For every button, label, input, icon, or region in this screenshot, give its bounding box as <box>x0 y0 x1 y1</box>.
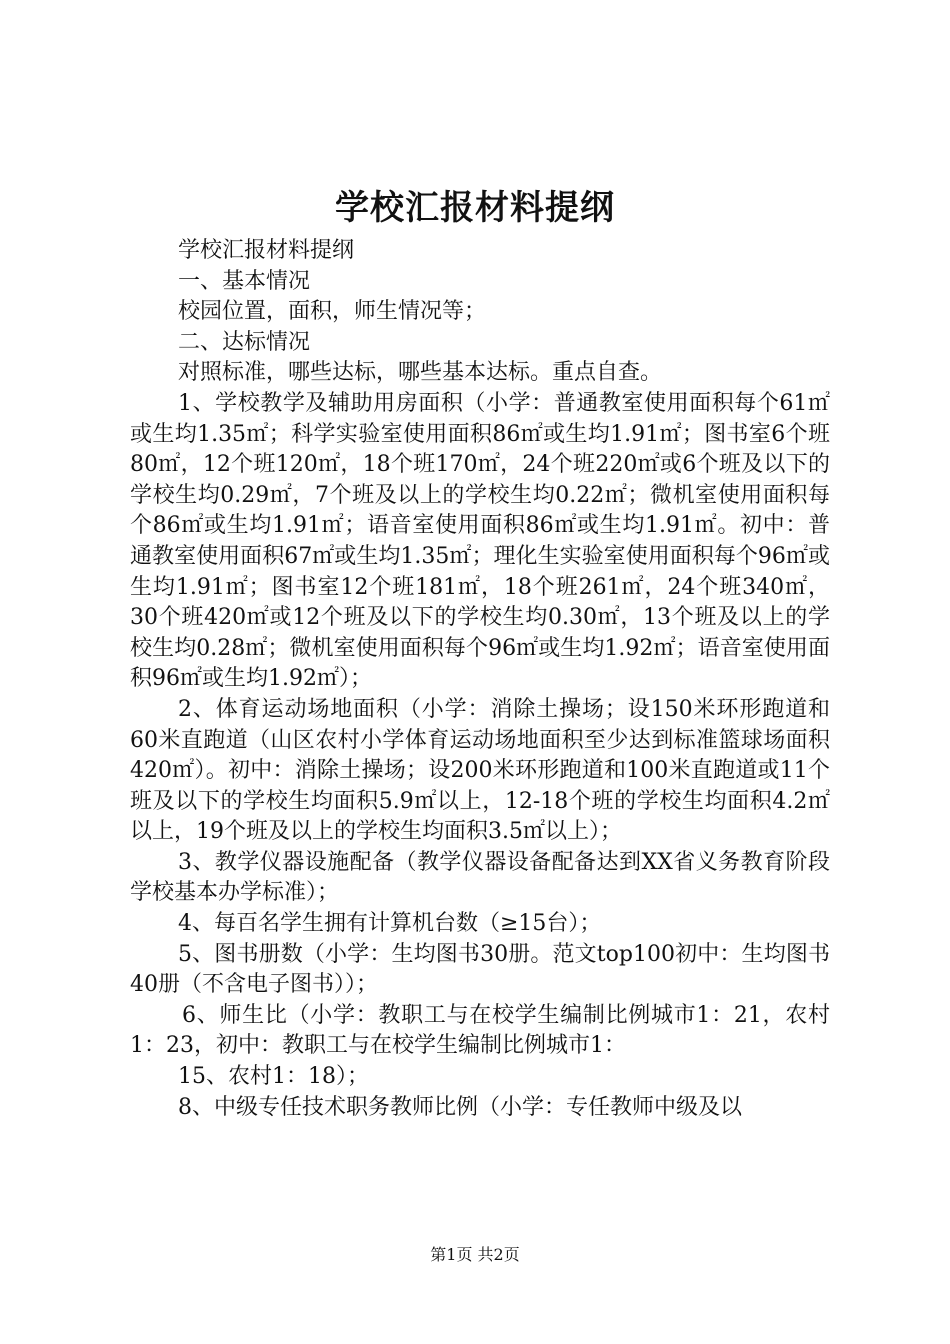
paragraph-item-1: 1、学校教学及辅助用房面积（小学：普通教室使用面积每个61㎡或生均1.35㎡；科学实验室使用面积86㎡或生均1.91㎡；图书室6个班80㎡，12个班120㎡，18个班170㎡，24个班220㎡或6个班及以下的学校生均0.29㎡，7个班及以上的学校生均0.22㎡；微机室使用面积每个86㎡或生均1.91㎡；语音室使用面积86㎡或生均1.91㎡。初中：普通教室使用面积67㎡或生均1.35㎡；理化生实验室使用面积每个96㎡或生均1.91㎡；图书室12个班181㎡，18个班261㎡，24个班340㎡，30个班420㎡或12个班及以下的学校生均0.30㎡，13个班及以上的学校生均0.28㎡；微机室使用面积每个96㎡或生均1.92㎡；语音室使用面积96㎡或生均1.92㎡）； <box>130 390 830 692</box>
document-body <box>130 236 830 1123</box>
paragraph-campus: 校园位置，面积，师生情况等； <box>178 299 487 325</box>
paragraph-item-2: 2、体育运动场地面积（小学：消除土操场；设150米环形跑道和60米直跑道（山区农村小学体育运动场地面积至少达到标准篮球场面积420㎡）。初中：消除土操场；设200米环形跑道和100米直跑道或11个班及以下的学校生均面积5.9㎡以上，12-18个班的学校生均面积4.2㎡以上，19个班及以上的学校生均面积3.5㎡以上）； <box>130 696 830 845</box>
section-heading-standards: 二、达标情况 <box>178 329 311 355</box>
section-heading-basic: 一、基本情况 <box>178 268 311 294</box>
paragraph-subtitle: 学校汇报材料提纲 <box>178 238 355 263</box>
paragraph-item-6-continued: 15、农村1：18）； <box>178 1064 369 1090</box>
paragraph-item-3: 3、教学仪器设施配备（教学仪器设备配备达到XX省义务教育阶段学校基本办学标准）； <box>130 849 830 906</box>
paragraph-item-5: 5、图书册数（小学：生均图书30册。范文top100初中：生均图书40册（不含电子图书））； <box>130 941 830 998</box>
document-title: 学校汇报材料提纲 <box>335 188 615 228</box>
paragraph-self-check: 对照标准，哪些达标，哪些基本达标。重点自查。 <box>178 360 663 386</box>
paragraph-item-8: 8、中级专任技术职务教师比例（小学：专任教师中级及以 <box>178 1094 742 1120</box>
page-number-footer: 第1页 共2页 <box>430 1245 520 1264</box>
paragraph-item-6: 6、师生比（小学：教职工与在校学生编制比例城市1：21，农村1：23，初中：教职工与在校学生编制比例城市1： <box>130 1002 830 1059</box>
paragraph-item-4: 4、每百名学生拥有计算机台数（≥15台）； <box>178 911 602 937</box>
